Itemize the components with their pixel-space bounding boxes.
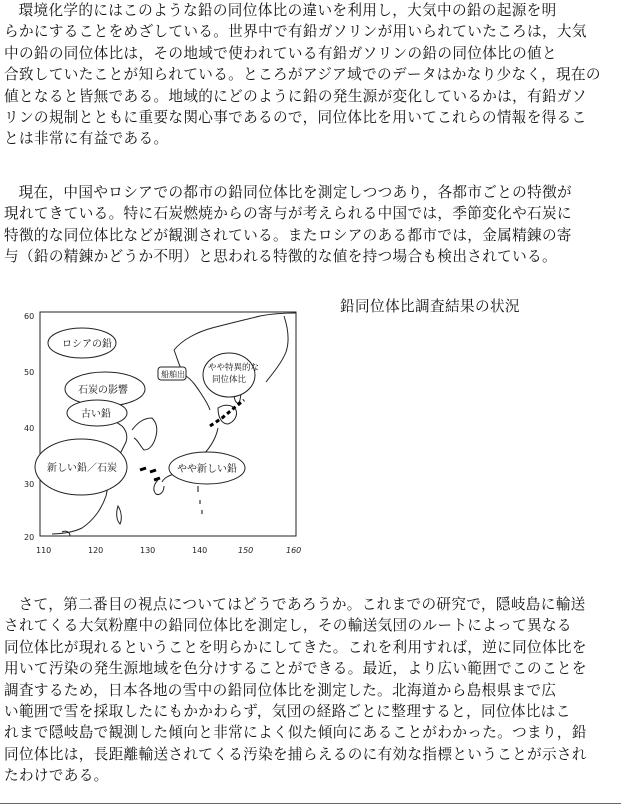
kuril-island-chain: [210, 400, 244, 426]
lead-isotope-map-figure: [22, 310, 302, 565]
text-line: らかにすることをめざしている。世界中で有鉛ガソリンが用いられていたころは，大気: [4, 23, 587, 41]
label-slightly-new-lead: やや新しい鉛: [177, 464, 237, 475]
text-line: 調査するため，日本各地の雪中の鉛同位体比を測定した。北海道から島根県まで広: [4, 681, 557, 699]
text-line: 中の鉛の同位体比は，その地域で使われている有鉛ガソリンの鉛の同位体比の値と: [4, 44, 557, 62]
y-tick-label: 60: [24, 312, 35, 321]
figure-caption: 鉛同位体比調査結果の状況: [340, 298, 520, 315]
taiwan-island: [117, 506, 122, 524]
text-line: たわけである。: [4, 767, 109, 785]
map-svg: [22, 310, 302, 565]
y-tick-label: 50: [24, 368, 35, 377]
text-line: れまで隠岐島で観測した傾向と非常によく似た傾向にあることがわかった。つまり，鉛: [4, 724, 587, 742]
text-line: とは非常に有益である。: [4, 130, 169, 148]
x-tick-label: 120: [88, 546, 104, 555]
coastline-kamchatka: [266, 316, 288, 382]
text-line: リンの規制とともに重要な関心事であるので，同位体比を用いてこれらの情報を得るこ: [4, 109, 587, 127]
text-line: 与（鉛の精錬かどうか不明）と思われる特徴的な値を持つ場合も検出されている。: [4, 248, 557, 266]
x-tick-label: 130: [140, 546, 156, 555]
label-coal-influence: 石炭の影響: [78, 385, 128, 396]
label-slightly-unique-2: 同位体比: [212, 375, 247, 385]
y-tick-label: 30: [24, 480, 35, 489]
paragraph-3: [4, 594, 618, 787]
label-new-lead-coal: 新しい鉛／石炭: [47, 463, 117, 474]
text-line: 環境化学的にはこのような鉛の同位体比の違いを利用し，大気中の鉛の起源を明: [18, 2, 557, 19]
sampling-sites: [140, 468, 160, 480]
y-tick-label: 40: [24, 424, 35, 433]
text-line: 特徴的な同位体比などが観測されている。またロシアのある都市では，金属精錬の寄: [4, 226, 572, 244]
label-vladivostok: 船舶出: [161, 370, 185, 379]
text-line: 現れてきている。特に石炭燃焼からの寄与が考えられる中国では，季節変化や石炭に: [4, 205, 572, 223]
text-line: 現在，中国やロシアでの都市の鉛同位体比を測定しつつあり，各都市ごとの特徴が: [18, 184, 572, 201]
korea-peninsula: [132, 418, 157, 450]
label-russia-lead: ロシアの鉛: [62, 339, 112, 350]
text-line: 同位体比は，長距離輸送されてくる汚染を捕らえるのに有効な指標ということが示され: [4, 745, 587, 763]
text-line: 合致していたことが知られている。ところがアジア域でのデータはかなり少なく，現在の: [4, 66, 601, 84]
izu-islands: [198, 486, 202, 514]
x-tick-label: 160: [286, 546, 302, 555]
y-tick-label: 20: [24, 533, 35, 542]
kyushu-island: [154, 480, 164, 495]
label-old-lead: 古い鉛: [81, 409, 111, 420]
paragraph-1: [4, 0, 618, 150]
x-tick-label: 110: [36, 546, 52, 555]
label-slightly-unique-1: やや特異的な: [208, 363, 260, 373]
text-line: さて，第二番目の視点についてはどうであろうか。これまでの研究で，隠岐島に輸送: [18, 596, 586, 613]
paragraph-2: [4, 182, 618, 268]
text-line: い範囲で雪を採取したにもかかわらず，気団の経路ごとに整理すると，同位体比はこ: [4, 703, 571, 721]
x-tick-label: 150: [238, 546, 254, 555]
text-line: 値となると皆無である。地域的にどのように鉛の発生源が変化しているかは，有鉛ガソ: [4, 87, 587, 105]
bottom-divider: [0, 803, 621, 804]
text-line: 同位体比が現れるということを明らかにしてきた。これを利用すれば，逆に同位体比を: [4, 638, 587, 656]
x-tick-label: 140: [192, 546, 208, 555]
text-line: されてくる大気粉塵中の鉛同位体比を測定し，その輸送気団のルートによって異なる: [4, 617, 572, 635]
text-line: 用いて汚染の発生源地域を色分けすることができる。最近，より広い範囲でこのことを: [4, 660, 587, 678]
coastline-north: [174, 313, 296, 350]
